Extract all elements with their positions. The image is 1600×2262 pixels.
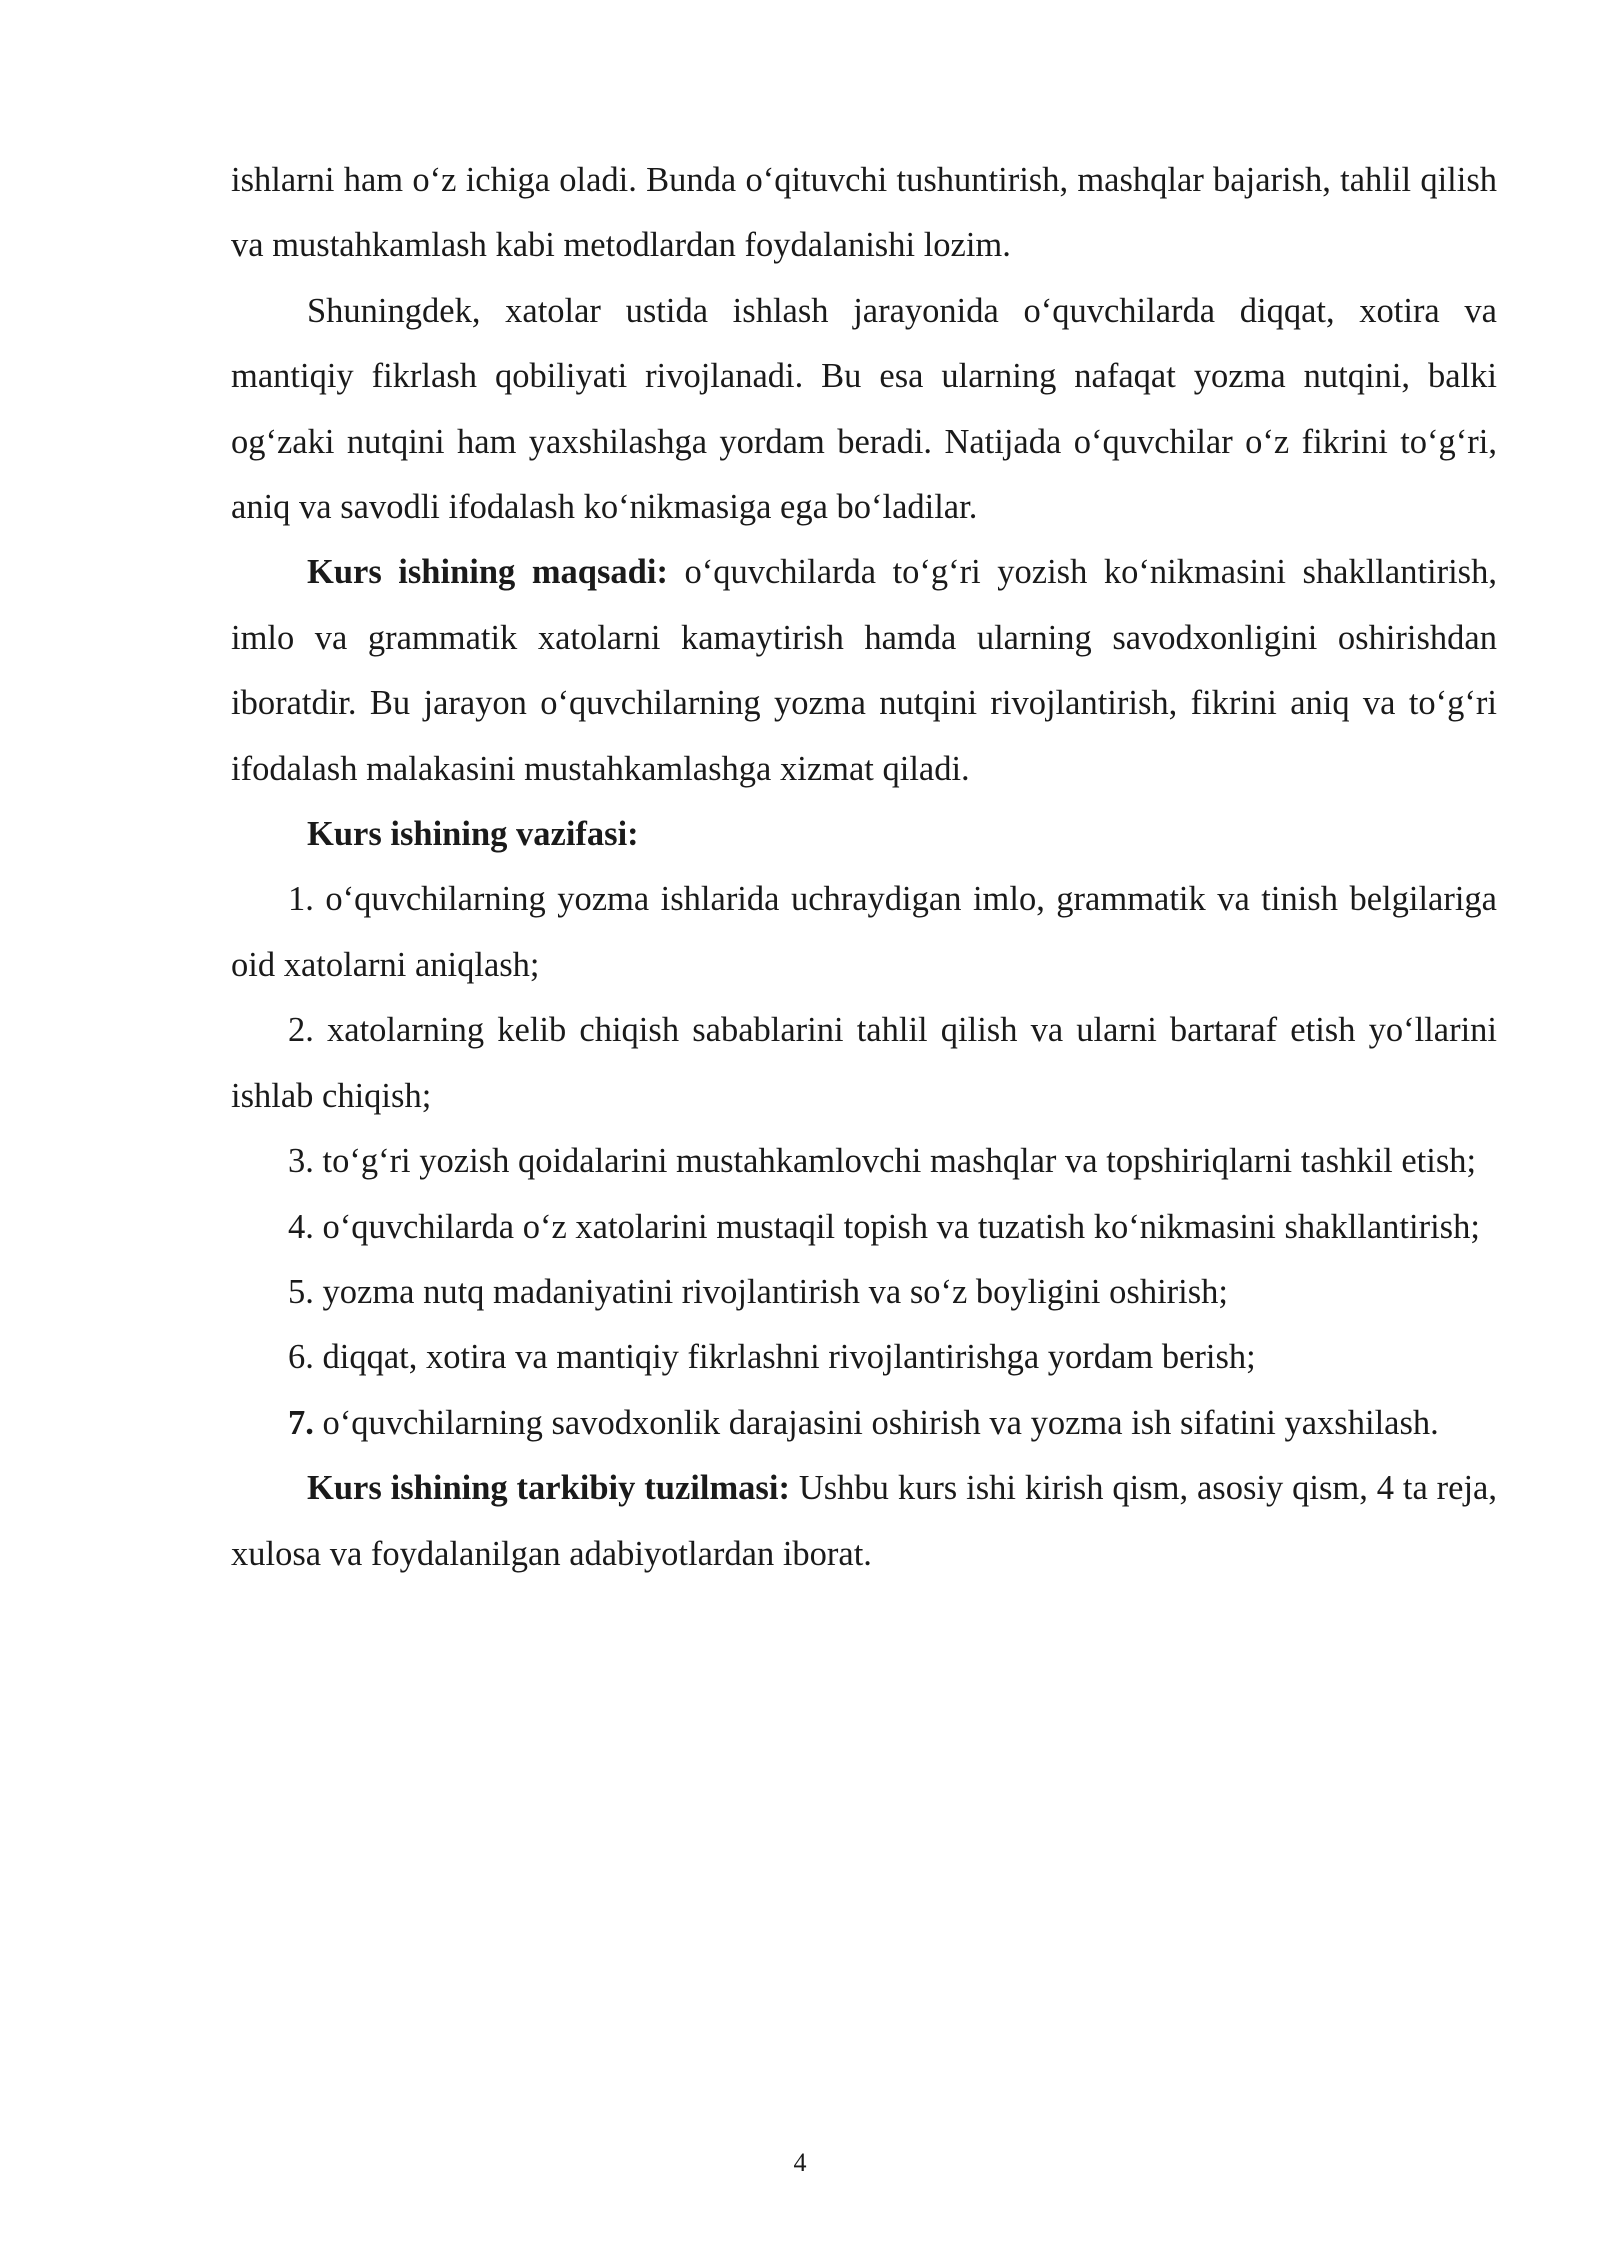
task-item-1 [231,867,1497,998]
task-number: 3. [288,1142,314,1181]
structure-heading: Kurs ishining tarkibiy tuzilmasi: [307,1469,790,1508]
task-item-2 [231,998,1497,1129]
tasks-heading-text: Kurs ishining vazifasi: [307,815,639,854]
task-number: 7. [288,1403,314,1442]
goal-text: o‘quvchilarda to‘g‘ri yozish ko‘nikmasini shakllantirish, imlo va grammatik xatolarni kamaytirish hamda ularning savodxonligini oshirishdan iboratdir. Bu jarayon o‘quvchilarning yozma nutqini rivojlantirish, fikrini aniq va to‘g‘ri ifodalash malakasini mustahkamlashga xizmat qiladi. [231,553,1497,788]
task-text: to‘g‘ri yozish qoidalarini mustahkamlovchi mashqlar va topshiriqlarni tashkil etish; [313,1142,1477,1181]
task-number: 1. [288,880,314,919]
paragraph-structure [231,1456,1497,1587]
paragraph-goal [231,540,1497,802]
paragraph-continuation: ishlarni ham o‘z ichiga oladi. Bunda o‘qituvchi tushuntirish, mashqlar bajarish, tahlil qilish va mustahkamlash kabi metodlardan foydalanishi lozim. [231,161,1497,265]
task-number: 2. [288,1011,314,1050]
tasks-heading [231,802,1497,867]
task-text: diqqat, xotira va mantiqiy fikrlashni rivojlantirishga yordam berish; [313,1338,1256,1377]
task-text: o‘quvchilarning savodxonlik darajasini oshirish va yozma ish sifatini yaxshilash. [313,1403,1439,1442]
task-number: 4. [288,1207,314,1246]
task-text: o‘quvchilarning yozma ishlarida uchraydigan imlo, grammatik va tinish belgilariga oid xatolarni aniqlash; [231,880,1497,984]
task-item-5 [231,1260,1497,1325]
task-item-7 [231,1391,1497,1456]
structure-text: Ushbu kurs ishi kirish qism, asosiy qism, 4 ta reja, xulosa va foydalanilgan adabiyotlardan iborat. [231,1469,1497,1573]
paragraph-shuningdek: Shuningdek, xatolar ustida ishlash jarayonida o‘quvchilarda diqqat, xotira va mantiqiy fikrlash qobiliyati rivojlanadi. Bu esa ularning nafaqat yozma nutqini, balki og‘zaki nutqini ham yaxshilashga yordam beradi. Natijada o‘quvchilar o‘z fikrini to‘g‘ri, aniq va savodli ifodalash ko‘nikmasiga ega bo‘ladilar. [231,291,1497,527]
task-text: o‘quvchilarda o‘z xatolarini mustaqil topish va tuzatish ko‘nikmasini shakllantirish; [313,1207,1480,1246]
task-item-3 [231,1129,1497,1194]
task-text: xatolarning kelib chiqish sabablarini tahlil qilish va ularni bartaraf etish yo‘llarini ishlab chiqish; [231,1011,1497,1115]
document-body [231,148,1497,1587]
task-item-6 [231,1325,1497,1390]
task-item-4 [231,1195,1497,1260]
goal-heading: Kurs ishining maqsadi: [307,553,668,592]
task-number: 6. [288,1338,314,1377]
task-text: yozma nutq madaniyatini rivojlantirish va so‘z boyligini oshirish; [313,1272,1228,1311]
task-number: 5. [288,1272,314,1311]
page-number: 4 [793,2148,807,2177]
